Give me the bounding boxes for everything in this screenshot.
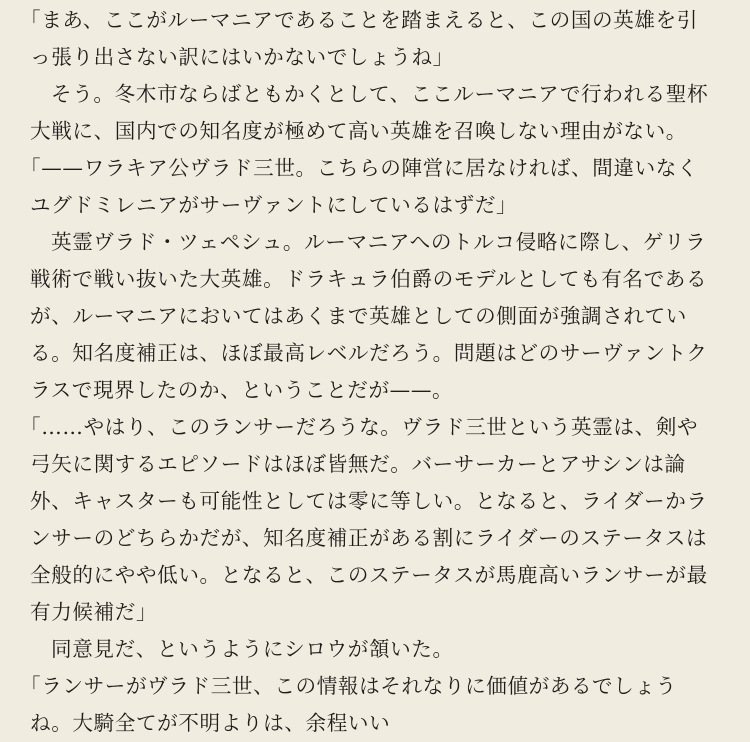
- text-line-15: ンサーのどちらかだが、知名度補正がある割にライダーのステータスは: [30, 526, 708, 550]
- reading-page: [20, 2, 730, 742]
- text-line-13: 弓矢に関するエピソードはほぼ皆無だ。バーサーカーとアサシンは論: [30, 452, 686, 476]
- text-line-10: る。知名度補正は、ほぼ最高レベルだろう。問題はどのサーヴァントク: [30, 341, 708, 365]
- text-line-12: 「……やはり、このランサーだろうな。ヴラド三世という英霊は、剣や: [20, 415, 699, 439]
- text-line-8: 戦術で戦い抜いた大英雄。ドラキュラ伯爵のモデルとしても有名である: [30, 267, 708, 291]
- text-line-3: そう。冬木市ならばともかくとして、ここルーマニアで行われる聖杯: [51, 82, 709, 106]
- text-line-11: ラスで現界したのか、ということだが——。: [30, 378, 454, 402]
- text-line-18: 同意見だ、というようにシロウが頷いた。: [51, 637, 454, 661]
- text-line-4: 大戦に、国内での知名度が極めて高い英雄を召喚しない理由がない。: [30, 119, 688, 143]
- text-line-19: 「ランサーがヴラド三世、この情報はそれなりに価値があるでしょう: [20, 674, 677, 698]
- text-line-20: ね。大騎全てが不明よりは、余程いい: [30, 711, 391, 735]
- text-line-17: 有力候補だ」: [30, 600, 158, 624]
- text-line-7: 英霊ヴラド・ツェペシュ。ルーマニアへのトルコ侵略に際し、ゲリラ: [51, 230, 707, 254]
- text-line-16: 全般的にやや低い。となると、このステータスが馬鹿高いランサーが最: [30, 563, 708, 587]
- text-line-9: が、ルーマニアにおいてはあくまで英雄としての側面が強調されてい: [30, 304, 688, 328]
- text-line-1: 「まあ、ここがルーマニアであることを踏まえると、この国の英雄を引: [20, 8, 698, 32]
- text-line-14: 外、キャスターも可能性としては零に等しい。となると、ライダーかラ: [30, 489, 708, 513]
- text-line-6: ユグドミレニアがサーヴァントにしているはずだ」: [30, 193, 518, 217]
- text-line-5: 「——ワラキア公ヴラド三世。こちらの陣営に居なければ、間違いなく: [20, 156, 699, 180]
- text-line-2: っ張り出さない訳にはいかないでしょうね」: [30, 45, 454, 69]
